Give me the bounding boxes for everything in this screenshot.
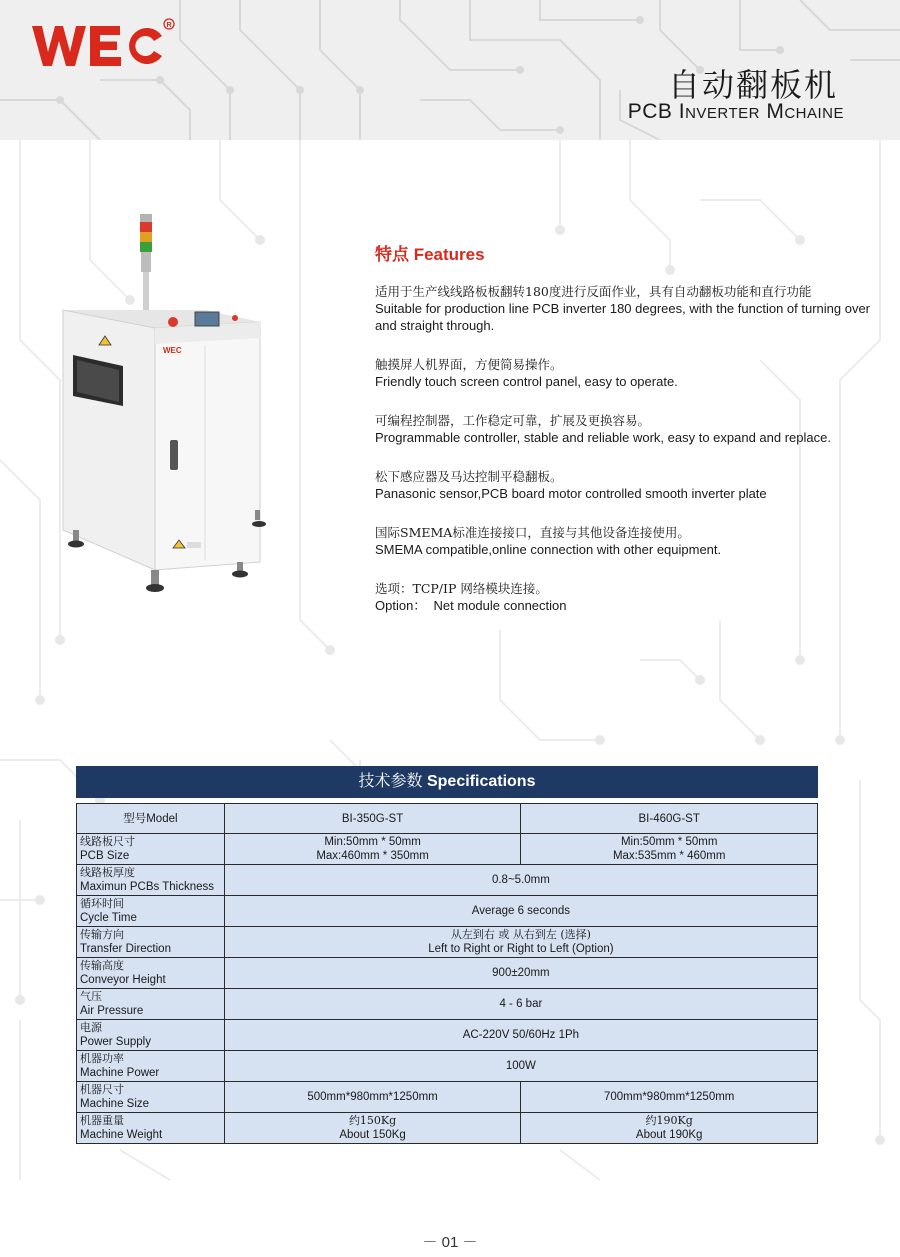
features-section	[375, 240, 875, 636]
svg-text:R: R	[166, 22, 172, 29]
row-label-en: Machine Weight	[80, 1129, 163, 1141]
page-title-en-text: PCB Inverter Mchaine	[627, 100, 844, 123]
row-label-en: Cycle Time	[80, 912, 137, 924]
feature-text-cn: 国际SMEMA标准连接接口，直接与其他设备连接使用。	[375, 525, 690, 540]
row-label	[77, 1051, 225, 1082]
cell-value	[521, 834, 818, 865]
table-row-machine-size	[77, 1082, 818, 1113]
row-label	[77, 1020, 225, 1051]
model-label: 型号Model	[77, 804, 225, 834]
row-label-en: Machine Power	[80, 1067, 160, 1079]
row-label	[77, 958, 225, 989]
row-label	[77, 1113, 225, 1144]
specs-title-bar	[76, 766, 818, 798]
row-label-en: Air Pressure	[80, 1005, 144, 1017]
page-title-en	[628, 100, 844, 124]
row-label	[77, 896, 225, 927]
feature-text-en: Programmable controller, stable and reliable work, easy to expand and replace.	[375, 430, 831, 445]
feature-item	[375, 468, 875, 502]
cell-line-en: About 150Kg	[339, 1129, 406, 1141]
row-label-cn: 电源	[80, 1021, 102, 1034]
page-number: － 01 －	[422, 1234, 478, 1251]
cell-value: 900±20mm	[224, 958, 817, 989]
feature-item	[375, 524, 875, 558]
cell-value: AC-220V 50/60Hz 1Ph	[224, 1020, 817, 1051]
row-label	[77, 1082, 225, 1113]
feature-item	[375, 356, 875, 390]
feature-text-cn: 触摸屏人机界面，方便简易操作。	[375, 357, 563, 372]
table-row-thickness	[77, 865, 818, 896]
feature-text-cn: 可编程控制器，工作稳定可靠，扩展及更换容易。	[375, 413, 651, 428]
row-label-cn: 机器尺寸	[80, 1083, 124, 1096]
table-row-air-pressure	[77, 989, 818, 1020]
cell-line-cn: 约150Kg	[348, 1114, 397, 1127]
row-label-cn: 传输方向	[80, 928, 124, 941]
row-label	[77, 927, 225, 958]
cell-value: 500mm*980mm*1250mm	[224, 1082, 521, 1113]
table-header-row	[77, 804, 818, 834]
row-label-en: Power Supply	[80, 1036, 151, 1048]
specs-title-cn: 技术参数	[358, 773, 423, 790]
feature-text-cn: 选项：TCP/IP 网络模块连接。	[375, 581, 548, 596]
cell-line-cn: 约190Kg	[645, 1114, 693, 1127]
table-row-transfer-direction	[77, 927, 818, 958]
row-label-cn: 传输高度	[80, 959, 124, 972]
cell-value	[224, 1113, 521, 1144]
cell-value: 4 - 6 bar	[224, 989, 817, 1020]
row-label-cn: 机器功率	[80, 1052, 124, 1065]
table-row-machine-weight	[77, 1113, 818, 1144]
table-row-machine-power	[77, 1051, 818, 1082]
model-bi-350g-st: BI-350G-ST	[224, 804, 521, 834]
row-label-en: Maximun PCBs Thickness	[80, 881, 214, 893]
cell-line-en: About 190Kg	[635, 1129, 703, 1141]
feature-text-en: Panasonic sensor,PCB board motor controlled smooth inverter plate	[375, 486, 767, 501]
table-row-cycle-time	[77, 896, 818, 927]
row-label-cn: 气压	[80, 990, 102, 1003]
pcb-inverter-machine-image	[55, 210, 285, 605]
row-label-en: PCB Size	[80, 850, 130, 862]
row-label	[77, 834, 225, 865]
row-label-cn: 机器重量	[80, 1114, 124, 1127]
row-label-cn: 线路板厚度	[80, 866, 135, 879]
row-label-cn: 循环时间	[80, 897, 124, 910]
table-row-power-supply	[77, 1020, 818, 1051]
feature-item	[375, 580, 875, 614]
specs-title-en: Specifications	[426, 773, 536, 790]
cell-value: 100W	[224, 1051, 817, 1082]
features-title: 特点 Features	[375, 245, 485, 264]
row-label-en: Machine Size	[80, 1098, 150, 1110]
cell-line-en: Left to Right or Right to Left (Option)	[428, 943, 614, 955]
page-header	[0, 0, 900, 140]
model-bi-460g-st: BI-460G-ST	[521, 804, 818, 834]
cell-value: 700mm*980mm*1250mm	[521, 1082, 818, 1113]
row-label-en: Transfer Direction	[80, 943, 171, 955]
feature-text-en: Option： Net module connection	[375, 598, 567, 613]
table-row-conveyor-height	[77, 958, 818, 989]
cell-line: Max:460mm * 350mm	[316, 850, 429, 862]
feature-text-en: SMEMA compatible,online connection with other equipment.	[375, 542, 722, 557]
cell-line-cn: 从左到右 或 从右到左 (选择)	[450, 928, 591, 941]
cell-value: Average 6 seconds	[224, 896, 817, 927]
cell-value	[224, 834, 521, 865]
wec-logo	[28, 14, 178, 74]
cell-line: Max:535mm * 460mm	[612, 850, 726, 862]
row-label	[77, 865, 225, 896]
cell-value	[521, 1113, 818, 1144]
cell-line: Min:50mm * 50mm	[620, 836, 718, 848]
cell-value	[224, 927, 817, 958]
svg-text:WEC: WEC	[163, 346, 182, 355]
feature-item	[375, 283, 875, 334]
page-title-cn: 自动翻板机	[667, 66, 838, 104]
feature-item	[375, 412, 875, 446]
feature-text-cn: 适用于生产线线路板板翻转180度进行反面作业，具有自动翻板功能和直行功能	[375, 284, 812, 299]
feature-text-en: Friendly touch screen control panel, easy to operate.	[375, 374, 678, 389]
row-label-en: Conveyor Height	[80, 974, 166, 986]
cell-line: Min:50mm * 50mm	[324, 836, 421, 848]
cell-value: 0.8~5.0mm	[224, 865, 817, 896]
table-row-pcb-size	[77, 834, 818, 865]
feature-text-cn: 松下感应器及马达控制平稳翻板。	[375, 469, 563, 484]
feature-text-en: Suitable for production line PCB inverter 180 degrees, with the function of turning over and straight through.	[375, 301, 871, 333]
row-label	[77, 989, 225, 1020]
specs-table	[76, 803, 818, 1144]
row-label-cn: 线路板尺寸	[80, 835, 135, 848]
